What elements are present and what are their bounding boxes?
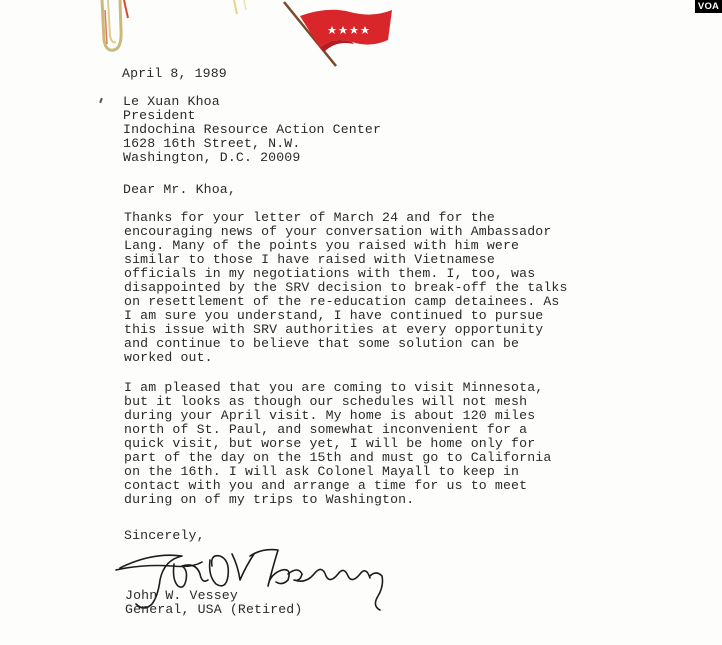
paragraph-line: officials in my negotiations with them. I, too, was — [124, 266, 536, 281]
paragraph-line: contact with you and arrange a time for us to meet — [124, 478, 528, 493]
signature-name: John W. Vessey — [125, 588, 238, 603]
paragraph-line: I am pleased that you are coming to visit Minnesota, — [124, 380, 544, 395]
letter-date: April 8, 1989 — [122, 66, 227, 81]
margin-mark — [99, 98, 103, 103]
voa-logo: VOA — [695, 0, 722, 13]
paragraph-line: north of St. Paul, and somewhat inconvenient for a — [124, 422, 528, 437]
paragraph-line: part of the day on the 15th and must go to California — [124, 450, 552, 465]
recipient-name: Le Xuan Khoa — [123, 94, 220, 109]
recipient-city: Washington, D.C. 20009 — [123, 150, 301, 165]
four-star-flag-icon — [280, 0, 395, 72]
paragraph-line: encouraging news of your conversation with Ambassador — [124, 224, 552, 239]
paragraph-line: this issue with SRV authorities at every opportunity — [124, 322, 544, 337]
paragraph-line: and continue to believe that some solution can be — [124, 336, 520, 351]
closing: Sincerely, — [124, 528, 205, 543]
paragraph-line: similar to those I have raised with Vietnamese — [124, 252, 495, 267]
paragraph-line: but it looks as though our schedules will not mesh — [124, 394, 528, 409]
paragraph-line: quick visit, but worse yet, I will be home only for — [124, 436, 536, 451]
recipient-title: President — [123, 108, 196, 123]
paragraph-line: disappointed by the SRV decision to break-off the talks — [124, 280, 568, 295]
paragraph-line: on the 16th. I will ask Colonel Mayall to keep in — [124, 464, 520, 479]
pencil-mark-icon — [228, 0, 258, 30]
paragraph-line: worked out. — [124, 350, 213, 365]
paper-clip-icon — [94, 0, 144, 60]
recipient-street: 1628 16th Street, N.W. — [123, 136, 301, 151]
paragraph-line: on resettlement of the re-education camp detainees. As — [124, 294, 560, 309]
paragraph-line: Thanks for your letter of March 24 and for the — [124, 210, 495, 225]
paragraph-line: I am sure you understand, I have continued to pursue — [124, 308, 544, 323]
paragraph-line: Lang. Many of the points you raised with him were — [124, 238, 520, 253]
recipient-org: Indochina Resource Action Center — [123, 122, 382, 137]
salutation: Dear Mr. Khoa, — [123, 182, 236, 197]
paragraph-line: during your April visit. My home is about 120 miles — [124, 408, 536, 423]
signature-title: General, USA (Retired) — [125, 602, 303, 617]
paragraph-line: during on of my trips to Washington. — [124, 492, 415, 507]
